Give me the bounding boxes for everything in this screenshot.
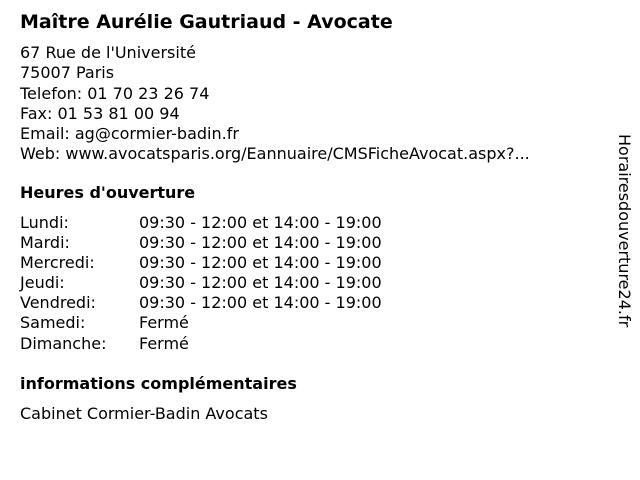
time-value: 09:30 - 12:00 et 14:00 - 19:00 (139, 273, 382, 293)
time-value: 09:30 - 12:00 et 14:00 - 19:00 (139, 253, 382, 273)
day-label: Vendredi: (20, 293, 96, 313)
time-value: 09:30 - 12:00 et 14:00 - 19:00 (139, 293, 382, 313)
phone-line: Telefon: 01 70 23 26 74 (20, 83, 210, 103)
time-value: Fermé (139, 313, 189, 333)
time-value: 09:30 - 12:00 et 14:00 - 19:00 (139, 213, 382, 232)
day-label: Samedi: (20, 313, 86, 333)
web-line: Web: www.avocatsparis.org/Eannuaire/CMSFicheAvocat.aspx?... (20, 144, 530, 164)
fax-line: Fax: 01 53 81 00 94 (20, 103, 180, 123)
email-line: Email: ag@cormier-badin.fr (20, 124, 239, 144)
day-label: Mercredi: (20, 253, 95, 273)
site-watermark: Horairesdouverture24.fr (615, 134, 634, 328)
time-value: Fermé (139, 333, 189, 353)
day-label: Lundi: (20, 213, 69, 232)
address-city: 75007 Paris (20, 63, 115, 83)
page-title: Maître Aurélie Gautriaud - Avocate (20, 11, 393, 33)
opening-hours-heading: Heures d'ouverture (20, 183, 196, 202)
time-value: 09:30 - 12:00 et 14:00 - 19:00 (139, 233, 382, 253)
day-label: Mardi: (20, 233, 70, 253)
day-label: Dimanche: (20, 333, 107, 353)
contact-block (20, 43, 530, 165)
address-street: 67 Rue de l'Université (20, 43, 196, 62)
additional-info-heading: informations complémentaires (20, 374, 297, 393)
additional-info-text: Cabinet Cormier-Badin Avocats (20, 404, 268, 423)
day-label: Jeudi: (20, 273, 65, 293)
